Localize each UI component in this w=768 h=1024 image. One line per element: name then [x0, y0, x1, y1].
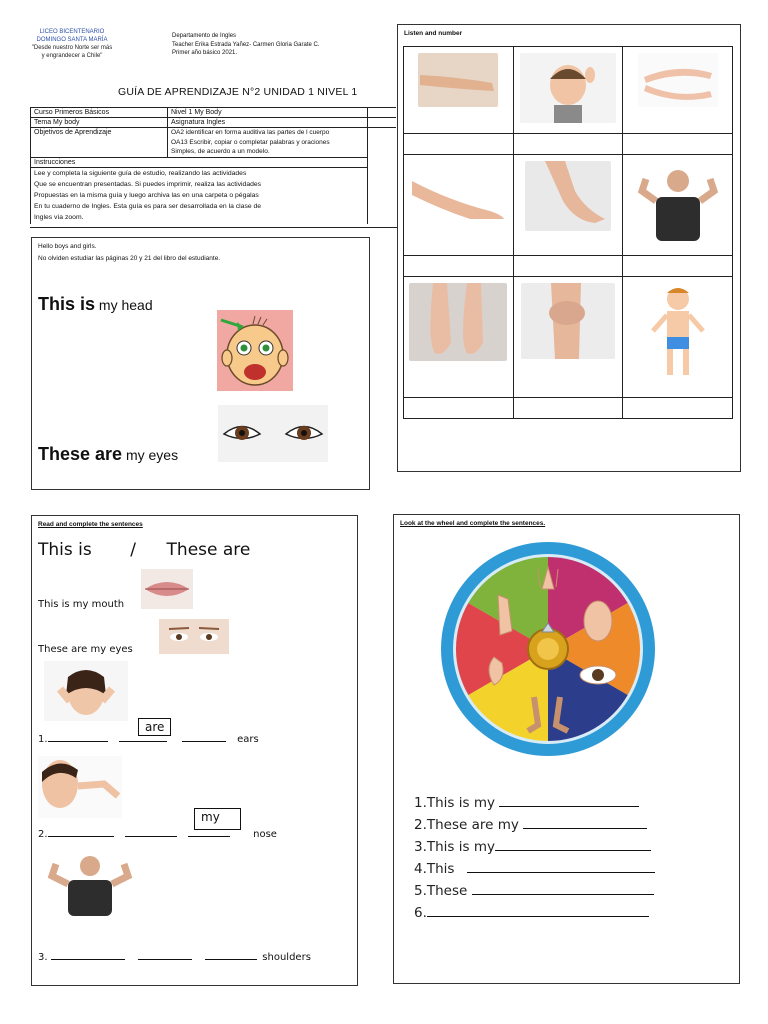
- q1-blank-3[interactable]: [182, 740, 226, 742]
- these-are-text: These are: [38, 444, 123, 464]
- arm-image: [418, 53, 498, 107]
- s4-blank[interactable]: [467, 871, 655, 873]
- title-this-is: This is: [38, 540, 92, 560]
- info-table: [30, 107, 368, 224]
- knee-image: [521, 283, 615, 359]
- man-shoulders-image: [632, 161, 724, 241]
- instructions-heading: Instrucciones: [31, 157, 368, 167]
- wheel-sentence-2: [414, 817, 734, 833]
- grid-cell-knee: [513, 277, 623, 398]
- answer-cell[interactable]: [404, 134, 514, 155]
- wheel-sentence-5: [414, 883, 734, 899]
- subject-cell: Asignatura Ingles: [168, 118, 368, 128]
- objective-3: Simples, de acuerdo a un modelo.: [171, 148, 270, 155]
- q2-blank-3[interactable]: [188, 835, 230, 837]
- q3-blank-1[interactable]: [51, 958, 125, 960]
- dept-line-1: Departamento de Ingles: [172, 33, 237, 39]
- question-1: [38, 734, 358, 745]
- lips-image: [141, 569, 193, 609]
- table-rule: [368, 127, 396, 128]
- q1-blank-1[interactable]: [48, 740, 108, 742]
- s3-text: 3.This is my: [414, 839, 495, 855]
- instr-line-5: Ingles vía zoom.: [34, 214, 84, 222]
- objective-2: OA13 Escribir, copiar o completar palabras y oraciones: [171, 138, 330, 146]
- q3-number: 3.: [38, 952, 48, 963]
- toes-image: [409, 283, 507, 361]
- my-eyes-text: my eyes: [122, 447, 179, 463]
- q2-blank-2[interactable]: [125, 835, 177, 837]
- q1-hint-box: are: [138, 718, 171, 736]
- motto-line-2: y engrandecer a Chile": [41, 53, 103, 59]
- hello-panel: [31, 237, 370, 490]
- my-head-text: my head: [95, 297, 153, 313]
- read-title: [38, 540, 338, 560]
- guide-title: GUÍA DE APRENDIZAJE N°2 UNIDAD 1 NIVEL 1: [118, 86, 358, 98]
- q3-blank-2[interactable]: [138, 958, 192, 960]
- example-mouth: This is my mouth: [38, 599, 125, 610]
- grid-cell-legs: [404, 155, 514, 256]
- this-is-text: This is: [38, 294, 96, 314]
- s6-blank[interactable]: [427, 915, 649, 917]
- objectives-label: Objetivos de Aprendizaje: [31, 128, 168, 158]
- body-parts-wheel: [438, 539, 658, 759]
- wheel-heading: Look at the wheel and complete the sentences.: [400, 520, 546, 527]
- grid-cell-hands: [623, 47, 733, 134]
- q3-blank-3[interactable]: [205, 958, 257, 960]
- example-eyes: These are my eyes: [38, 644, 133, 655]
- dept-line-3: Primer año básico 2021.: [172, 50, 238, 56]
- dept-line-2: Teacher Erika Estrada Yañez- Carmen Gloria Garate C.: [172, 41, 320, 48]
- grid-cell-arm: [404, 47, 514, 134]
- question-2: [38, 829, 358, 840]
- answer-cell[interactable]: [513, 256, 623, 277]
- grid-cell-feet: [513, 155, 623, 256]
- instr-line-1: Lee y completa la siguiente guía de estudio, realizando las actividades: [34, 169, 247, 177]
- table-rule: [368, 107, 396, 108]
- s1-text: 1.This is my: [414, 795, 495, 811]
- eyes-photo: [159, 619, 229, 654]
- answer-cell[interactable]: [513, 134, 623, 155]
- instr-line-2: Que se encuentran presentadas. Si puedes imprimir, realiza las actividades: [34, 180, 262, 188]
- grid-cell-toes: [404, 277, 514, 398]
- cartoon-head-image: [217, 310, 293, 391]
- school-line-1: LICEO BICENTENARIO: [39, 29, 105, 35]
- s3-blank[interactable]: [495, 849, 651, 851]
- answer-cell[interactable]: [404, 398, 514, 419]
- child-body-image: [643, 283, 713, 383]
- s1-blank[interactable]: [499, 805, 639, 807]
- q2-word: nose: [253, 829, 277, 840]
- eyes-sentence: [38, 444, 178, 465]
- man-shoulders-photo: [40, 852, 142, 916]
- read-heading: Read and complete the sentences: [38, 521, 143, 528]
- course-cell: Curso Primeros Básicos: [31, 108, 168, 118]
- q2-hint-box: my: [194, 808, 241, 830]
- department-info: [172, 32, 320, 58]
- q2-number: 2.: [38, 829, 48, 840]
- listen-heading: Listen and number: [404, 30, 463, 37]
- grid-cell-shoulders: [623, 155, 733, 256]
- school-line-2: DOMINGO SANTA MARÍA: [36, 37, 108, 43]
- answer-cell[interactable]: [513, 398, 623, 419]
- legs-image: [410, 161, 506, 223]
- instr-line-4: En tu cuaderno de Ingles. Esta guía es para ser desarrollada en la clase de: [34, 203, 262, 211]
- level-cell: Nivel 1 My Body: [168, 108, 368, 118]
- wheel-sentence-4: [414, 861, 734, 877]
- wheel-sentence-6: [414, 905, 734, 921]
- covering-ears-image: [44, 661, 128, 721]
- answer-cell[interactable]: [404, 256, 514, 277]
- s4-text: 4.This: [414, 861, 455, 877]
- reminder-text: No olviden estudiar las páginas 20 y 21 del libro del estudiante.: [38, 255, 221, 262]
- answer-cell[interactable]: [623, 134, 733, 155]
- objective-1: OA2 identificar en forma auditiva las partes de l cuerpo: [171, 129, 330, 136]
- grid-cell-baby: [513, 47, 623, 134]
- q2-blank-1[interactable]: [48, 835, 114, 837]
- table-rule: [368, 117, 396, 118]
- q1-number: 1.: [38, 734, 48, 745]
- grid-cell-child: [623, 277, 733, 398]
- touching-nose-image: [38, 756, 122, 818]
- feet-image: [525, 161, 611, 231]
- answer-cell[interactable]: [623, 256, 733, 277]
- read-panel: [31, 515, 358, 986]
- baby-head-image: [520, 53, 616, 123]
- motto-line-1: "Desde nuestro Norte ser más: [31, 45, 113, 51]
- hands-image: [638, 53, 718, 107]
- table-bottom-rule: [30, 227, 398, 228]
- s5-blank[interactable]: [472, 893, 654, 895]
- listen-grid: [403, 46, 733, 419]
- objectives-cell: [168, 128, 368, 158]
- s5-text: 5.These: [414, 883, 468, 899]
- q3-word: shoulders: [262, 952, 311, 963]
- eyes-image: [218, 405, 328, 462]
- instructions-body: [31, 167, 368, 224]
- s6-text: 6.: [414, 905, 427, 921]
- question-3: [38, 952, 358, 963]
- title-these-are: These are: [166, 540, 251, 560]
- wheel-sentence-1: [414, 795, 734, 811]
- wheel-panel: [393, 514, 740, 984]
- instr-line-3: Propuestas en la misma guía y luego archiva las en una carpeta o pégalas: [34, 191, 259, 199]
- head-sentence: [38, 294, 153, 315]
- school-name: [22, 28, 122, 60]
- q1-word: ears: [237, 734, 259, 745]
- greeting-text: Hello boys and girls.: [38, 243, 97, 250]
- title-slash: /: [130, 540, 136, 560]
- wheel-sentence-3: [414, 839, 734, 855]
- q1-blank-2[interactable]: [119, 740, 167, 742]
- answer-cell[interactable]: [623, 398, 733, 419]
- s2-text: 2.These are my: [414, 817, 519, 833]
- topic-cell: Tema My body: [31, 118, 168, 128]
- s2-blank[interactable]: [523, 827, 647, 829]
